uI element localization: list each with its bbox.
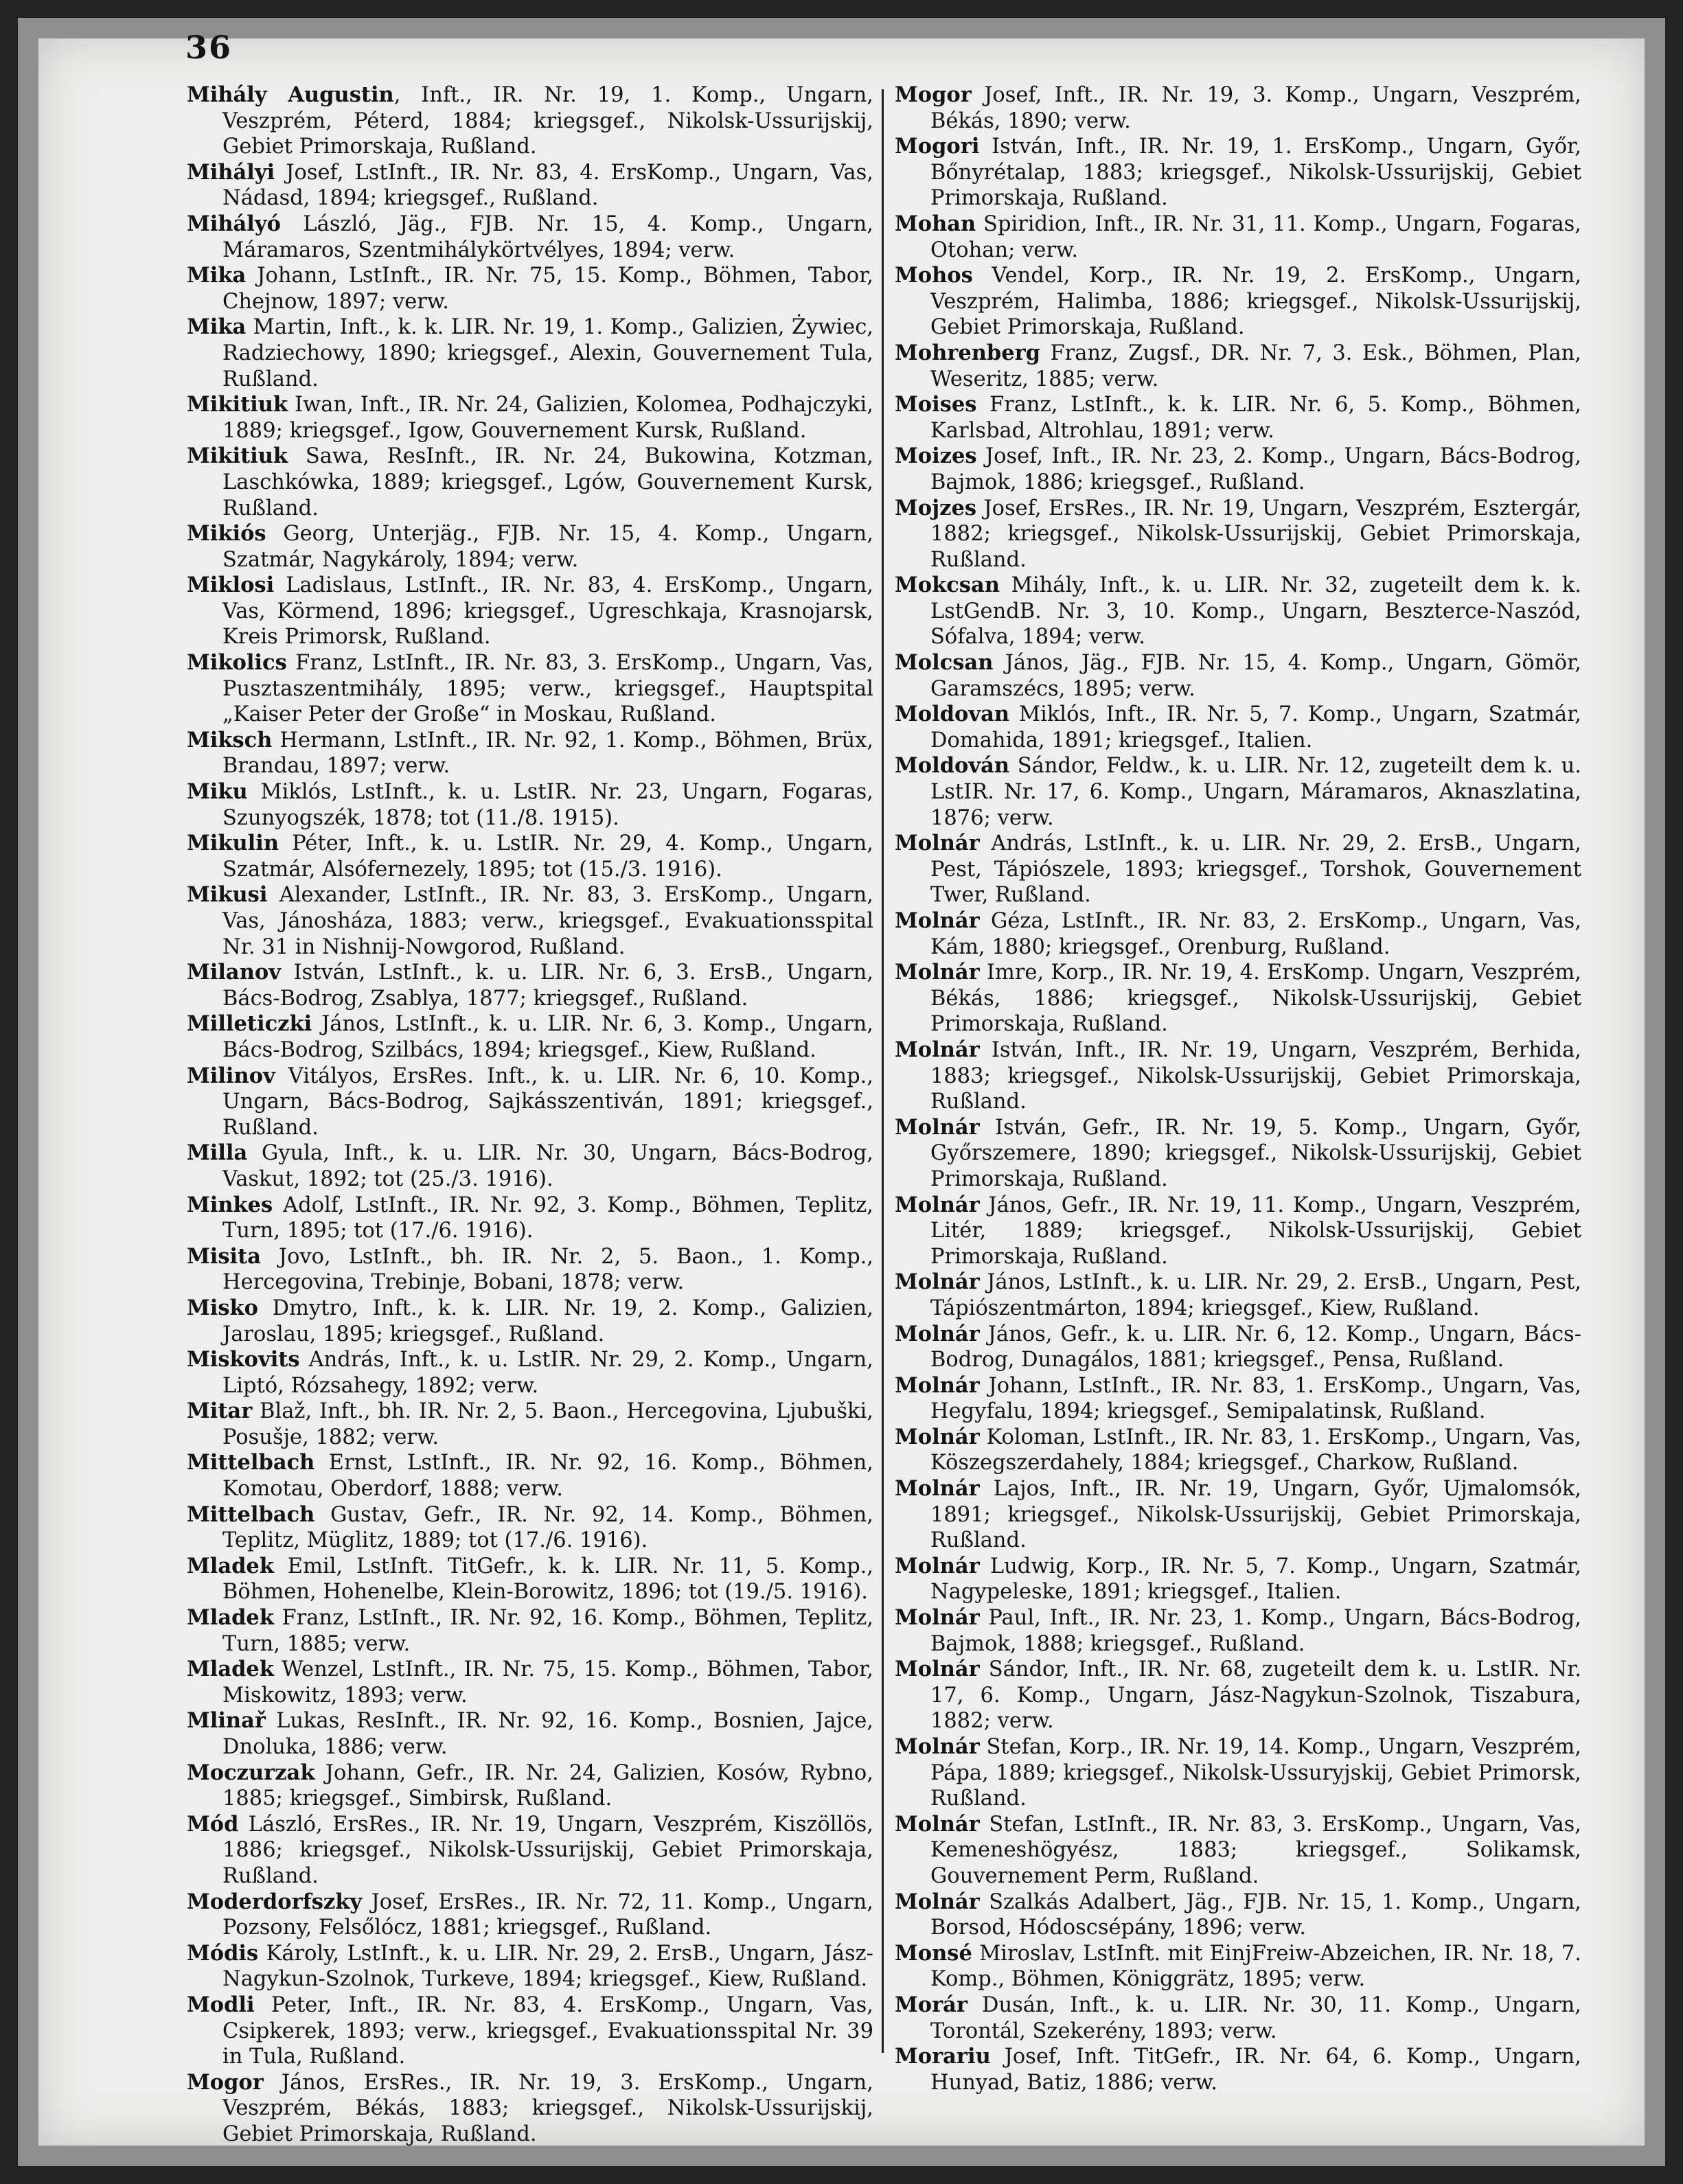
entry-details: Sawa, ResInft., IR. Nr. 24, Bukowina, Kotzman, Laschkówka, 1889; kriegsgef., Lgów, Gouvernement Kursk, Rußland. (222, 444, 873, 520)
entry-details: Lajos, Inft., IR. Nr. 19, Ungarn, Győr, Ujmalomsók, 1891; kriegsgef., Nikolsk-Ussurijskij, Gebiet Primorskaja, Rußland. (930, 1477, 1581, 1553)
entry-surname: Molnár (895, 1811, 980, 1837)
entry-surname: Molnár (895, 1424, 980, 1449)
entry-details: Miklós, Inft., IR. Nr. 5, 7. Komp., Ungarn, Szatmár, Domahida, 1891; kriegsgef., Italien. (930, 702, 1581, 752)
entry-details: István, Gefr., IR. Nr. 19, 5. Komp., Ungarn, Győr, Győrszemere, 1890; kriegsgef., Nikolsk-Ussurijskij, Gebiet Primorskaja, Rußland. (930, 1115, 1581, 1191)
entry-details: Vendel, Korp., IR. Nr. 19, 2. ErsKomp., Ungarn, Veszprém, Halimba, 1886; kriegsgef., Nikolsk-Ussurijskij, Gebiet Primorskaja, Rußland. (930, 264, 1581, 340)
entry-details: Franz, LstInft., k. k. LIR. Nr. 6, 5. Komp., Böhmen, Karlsbad, Altrohlau, 1891; verw. (930, 393, 1581, 443)
entry-details: Gyula, Inft., k. u. LIR. Nr. 30, Ungarn, Bács-Bodrog, Vaskut, 1892; tot (25./3. 1916). (222, 1141, 873, 1191)
entry-details: Géza, LstInft., IR. Nr. 83, 2. ErsKomp., Ungarn, Vas, Kám, 1880; kriegsgef., Orenburg, Rußland. (930, 909, 1581, 959)
entry-details: János, LstInft., k. u. LIR. Nr. 6, 3. Komp., Ungarn, Bács-Bodrog, Szilbács, 1894; kriegsgef., Kiew, Rußland. (222, 1012, 873, 1062)
register-entry (895, 392, 1581, 444)
entry-details: Franz, LstInft., IR. Nr. 92, 16. Komp., Böhmen, Teplitz, Turn, 1885; verw. (222, 1606, 873, 1656)
register-entry (187, 779, 873, 831)
entry-surname: Mikulin (187, 831, 279, 856)
entry-details: Sándor, Inft., IR. Nr. 68, zugeteilt dem k. u. LstIR. Nr. 17, 6. Komp., Ungarn, Jász-Nagykun-Szolnok, Tiszabura, 1882; verw. (930, 1657, 1581, 1734)
register-entry (895, 1889, 1581, 1941)
register-entry (895, 1657, 1581, 1734)
entry-details: Franz, Zugsf., DR. Nr. 7, 3. Esk., Böhmen, Plan, Weseritz, 1885; verw. (930, 341, 1581, 391)
entry-surname: Mlinař (187, 1708, 266, 1734)
register-entry (895, 1373, 1581, 1425)
entry-surname: Molnár (895, 1192, 980, 1217)
entry-surname: Molnár (895, 1657, 980, 1682)
register-entry (187, 211, 873, 263)
register-entry (187, 1554, 873, 1605)
entry-surname: Miskovits (187, 1347, 300, 1372)
register-entry (187, 1502, 873, 1554)
register-entry (187, 2070, 873, 2148)
entry-details: László, Jäg., FJB. Nr. 15, 4. Komp., Ungarn, Máramaros, Szentmihálykörtvélyes, 1894; verw. (222, 211, 873, 262)
register-entry (895, 908, 1581, 960)
register-entry (187, 1760, 873, 1812)
register-entry (895, 1115, 1581, 1193)
entry-details: Stefan, Korp., IR. Nr. 19, 14. Komp., Ungarn, Veszprém, Pápa, 1889; kriegsgef., Nikolsk-Ussuryjskij, Gebiet Primorsk, Rußland. (930, 1735, 1581, 1811)
register-entry (187, 314, 873, 392)
register-entry (895, 573, 1581, 650)
entry-surname: Mohrenberg (895, 340, 1041, 365)
entry-surname: Minkes (187, 1192, 273, 1217)
entry-surname: Mogor (895, 82, 972, 107)
entry-surname: Módis (187, 1940, 259, 1966)
entry-surname: Monsé (895, 1940, 972, 1966)
register-entry (187, 1140, 873, 1192)
entry-surname: Molnár (895, 1321, 980, 1346)
entry-surname: Mittelbach (187, 1450, 315, 1475)
entry-surname: Morár (895, 1992, 968, 2017)
register-entry (895, 82, 1581, 134)
entry-surname: Mohan (895, 211, 976, 236)
entry-surname: Mojzes (895, 495, 977, 520)
entry-surname: Moises (895, 392, 977, 417)
register-entry (187, 1992, 873, 2070)
register-entry (895, 702, 1581, 753)
register-entry (895, 1734, 1581, 1812)
entry-details: Gustav, Gefr., IR. Nr. 92, 14. Komp., Böhmen, Teplitz, Müglitz, 1889; tot (17./6. 1916). (222, 1502, 873, 1553)
register-entry (187, 573, 873, 650)
entry-surname: Moczurzak (187, 1760, 315, 1785)
register-entry (895, 1425, 1581, 1476)
entry-surname: Mihály Augustin (187, 82, 394, 107)
entry-details: , Inft., IR. Nr. 19, 1. Komp., Ungarn, Veszprém, Péterd, 1884; kriegsgef., Nikolsk-Ussurijskij, Gebiet Primorskaja, Rußland. (222, 83, 873, 159)
entry-details: Franz, LstInft., IR. Nr. 83, 3. ErsKomp., Ungarn, Vas, Pusztaszentmihály, 1895; verw., kriegsgef., Hauptspital „Kaiser Peter der Große“ in Moskau, Rußland. (222, 651, 873, 727)
entry-surname: Milinov (187, 1063, 275, 1088)
entry-details: Alexander, LstInft., IR. Nr. 83, 3. ErsKomp., Ungarn, Vas, Jánosháza, 1883; verw., kriegsgef., Evakuationsspital Nr. 31 in Nishnij-Nowgorod, Rußland. (222, 883, 873, 959)
entry-surname: Mihályó (187, 211, 281, 236)
entry-details: Koloman, LstInft., IR. Nr. 83, 1. ErsKomp., Ungarn, Vas, Köszegszerdahely, 1884; kriegsgef., Charkow, Rußland. (930, 1425, 1581, 1475)
entry-details: János, LstInft., k. u. LIR. Nr. 29, 2. ErsB., Ungarn, Pest, Tápiószentmárton, 1894; kriegsgef., Kiew, Rußland. (930, 1270, 1581, 1320)
register-entry (187, 1347, 873, 1399)
register-entry (187, 392, 873, 444)
entry-details: Péter, Inft., k. u. LstIR. Nr. 29, 4. Komp., Ungarn, Szatmár, Alsófernezely, 1895; tot (15./3. 1916). (222, 831, 873, 882)
entry-surname: Molnár (895, 1889, 980, 1914)
entry-details: János, Gefr., IR. Nr. 19, 11. Komp., Ungarn, Veszprém, Litér, 1889; kriegsgef., Nikolsk-Ussurijskij, Gebiet Primorskaja, Rußland. (930, 1193, 1581, 1269)
register-entry (895, 134, 1581, 211)
register-entry (187, 263, 873, 314)
register-entry (187, 82, 873, 160)
register-entry (187, 1296, 873, 1347)
entry-details: Josef, Inft., IR. Nr. 23, 2. Komp., Ungarn, Bács-Bodrog, Bajmok, 1886; kriegsgef., Rußland. (930, 444, 1581, 494)
entry-surname: Milleticzki (187, 1011, 312, 1037)
entry-details: János, Gefr., k. u. LIR. Nr. 6, 12. Komp., Ungarn, Bács-Bodrog, Dunagálos, 1881; kriegsgef., Pensa, Rußland. (930, 1322, 1581, 1372)
register-entry (187, 1011, 873, 1063)
entry-surname: Molnár (895, 960, 980, 985)
entry-details: Mihály, Inft., k. u. LIR. Nr. 32, zugeteilt dem k. k. LstGendB. Nr. 3, 10. Komp., Ungarn, Beszterce-Naszód, Sófalva, 1894; verw. (930, 573, 1581, 650)
register-entry (895, 263, 1581, 341)
entry-surname: Moizes (895, 444, 977, 469)
register-entry (895, 1812, 1581, 1889)
entry-surname: Mika (187, 314, 247, 340)
entry-details: László, ErsRes., IR. Nr. 19, Ungarn, Veszprém, Kiszöllös, 1886; kriegsgef., Nikolsk-Ussurijskij, Gebiet Primorskaja, Rußland. (222, 1812, 873, 1888)
entry-surname: Mikusi (187, 882, 268, 908)
entry-surname: Molcsan (895, 650, 994, 676)
register-entry (895, 1193, 1581, 1270)
entry-surname: Molnár (895, 1372, 980, 1398)
register-entry (895, 1476, 1581, 1554)
entry-surname: Modli (187, 1992, 255, 2017)
entry-surname: Mohos (895, 263, 973, 288)
entry-surname: Miklosi (187, 573, 275, 598)
register-entry (187, 728, 873, 779)
entry-details: Peter, Inft., IR. Nr. 83, 4. ErsKomp., Ungarn, Vas, Csipkerek, 1893; verw., kriegsgef., Evakuationsspital Nr. 39 in Tula, Rußland. (222, 1992, 873, 2069)
register-entry (187, 1657, 873, 1708)
column-divider (882, 89, 884, 2053)
register-entry (895, 211, 1581, 263)
entry-details: Károly, LstInft., k. u. LIR. Nr. 29, 2. ErsB., Ungarn, Jász-Nagykun-Szolnok, Turkeve, 1894; kriegsgef., Kiew, Rußland. (222, 1941, 873, 1992)
register-entry (895, 1992, 1581, 2044)
entry-details: Imre, Korp., IR. Nr. 19, 4. ErsKomp. Ungarn, Veszprém, Békás, 1886; kriegsgef., Nikolsk-Ussurijskij, Gebiet Primorskaja, Rußland. (930, 961, 1581, 1037)
page-number: 36 (185, 29, 233, 66)
entry-details: Ludwig, Korp., IR. Nr. 5, 7. Komp., Ungarn, Szatmár, Nagypeleske, 1891; kriegsgef., Italien. (930, 1554, 1581, 1605)
entry-details: Ladislaus, LstInft., IR. Nr. 83, 4. ErsKomp., Ungarn, Vas, Körmend, 1896; kriegsgef., Ugreschkaja, Krasnojarsk, Kreis Primorsk, Rußland. (222, 573, 873, 650)
entry-details: Josef, ErsRes., IR. Nr. 19, Ungarn, Veszprém, Esztergár, 1882; kriegsgef., Nikolsk-Ussurijskij, Gebiet Primorskaja, Rußland. (930, 496, 1581, 572)
entry-details: Hermann, LstInft., IR. Nr. 92, 1. Komp., Böhmen, Brüx, Brandau, 1897; verw. (222, 728, 873, 779)
register-entry (895, 650, 1581, 702)
entry-surname: Moldovan (895, 702, 1010, 727)
register-entry (187, 1244, 873, 1296)
register-entry (895, 1322, 1581, 1373)
entry-surname: Molnár (895, 1269, 980, 1295)
entry-details: Sándor, Feldw., k. u. LIR. Nr. 12, zugeteilt dem k. u. LstIR. Nr. 17, 6. Komp., Ungarn, Máramaros, Aknaszlatina, 1876; verw. (930, 754, 1581, 830)
entry-surname: Morariu (895, 2044, 991, 2069)
entry-details: Vitályos, ErsRes. Inft., k. u. LIR. Nr. 6, 10. Komp., Ungarn, Bács-Bodrog, Sajkásszentiván, 1891; kriegsgef., Rußland. (222, 1064, 873, 1140)
register-entry (187, 1812, 873, 1889)
entry-surname: Mitar (187, 1399, 253, 1424)
register-entry (895, 1941, 1581, 1992)
register-entry (187, 1941, 873, 1992)
register-entry (187, 521, 873, 573)
register-entry (895, 444, 1581, 495)
entry-details: János, ErsRes., IR. Nr. 19, 3. ErsKomp., Ungarn, Veszprém, Békás, 1883; kriegsgef., Nikolsk-Ussurijskij, Gebiet Primorskaja, Rußland. (222, 2070, 873, 2146)
entry-details: Stefan, LstInft., IR. Nr. 83, 3. ErsKomp., Ungarn, Vas, Kemeneshögyész, 1883; kriegsgef., Solikamsk, Gouvernement Perm, Rußland. (930, 1812, 1581, 1888)
entry-surname: Molnár (895, 1476, 980, 1502)
entry-details: János, Jäg., FJB. Nr. 15, 4. Komp., Ungarn, Gömör, Garamszécs, 1895; verw. (930, 651, 1581, 701)
entry-details: Josef, LstInft., IR. Nr. 83, 4. ErsKomp., Ungarn, Vas, Nádasd, 1894; kriegsgef., Rußland. (222, 160, 873, 211)
entry-details: Josef, Inft. TitGefr., IR. Nr. 64, 6. Komp., Ungarn, Hunyad, Batiz, 1886; verw. (930, 2045, 1581, 2095)
register-entry (187, 1889, 873, 1941)
entry-surname: Mogor (187, 2069, 264, 2095)
register-entry (187, 882, 873, 960)
entry-details: Johann, LstInft., IR. Nr. 75, 15. Komp., Böhmen, Tabor, Chejnow, 1897; verw. (222, 264, 873, 314)
entry-details: Josef, Inft., IR. Nr. 19, 3. Komp., Ungarn, Veszprém, Békás, 1890; verw. (930, 83, 1581, 133)
entry-details: Jovo, LstInft., bh. IR. Nr. 2, 5. Baon., 1. Komp., Hercegovina, Trebinje, Bobani, 1878; verw. (222, 1244, 873, 1295)
register-entry (895, 1269, 1581, 1321)
entry-details: Iwan, Inft., IR. Nr. 24, Galizien, Kolomea, Podhajczyki, 1889; kriegsgef., Igow, Gouvernement Kursk, Rußland. (222, 393, 873, 443)
entry-details: Johann, LstInft., IR. Nr. 83, 1. ErsKomp., Ungarn, Vas, Hegyfalu, 1894; kriegsgef., Semipalatinsk, Rußland. (930, 1373, 1581, 1424)
entry-details: Paul, Inft., IR. Nr. 23, 1. Komp., Ungarn, Bács-Bodrog, Bajmok, 1888; kriegsgef., Rußland. (930, 1606, 1581, 1656)
entry-details: Wenzel, LstInft., IR. Nr. 75, 15. Komp., Böhmen, Tabor, Miskowitz, 1893; verw. (222, 1657, 873, 1708)
register-entry (187, 831, 873, 882)
entry-details: Josef, ErsRes., IR. Nr. 72, 11. Komp., Ungarn, Pozsony, Felsőlócz, 1881; kriegsgef., Rußland. (222, 1889, 873, 1940)
entry-surname: Mittelbach (187, 1502, 315, 1527)
entry-details: Szalkás Adalbert, Jäg., FJB. Nr. 15, 1. Komp., Ungarn, Borsod, Hódoscsépány, 1896; verw. (930, 1889, 1581, 1940)
entry-surname: Moldován (895, 753, 1010, 779)
right-column (895, 82, 1581, 2095)
entry-surname: Moderdorfszky (187, 1889, 363, 1914)
entry-details: András, LstInft., k. u. LIR. Nr. 29, 2. ErsB., Ungarn, Pest, Tápiószele, 1893; kriegsgef., Torshok, Gouvernement Twer, Rußland. (930, 831, 1581, 908)
register-entry (187, 1450, 873, 1502)
entry-surname: Mogori (895, 134, 980, 159)
entry-surname: Mika (187, 263, 247, 288)
register-entry (895, 496, 1581, 573)
entry-details: Emil, LstInft. TitGefr., k. k. LIR. Nr. 11, 5. Komp., Böhmen, Hohenelbe, Klein-Borowitz, 1896; tot (19./5. 1916). (222, 1554, 873, 1605)
register-entry (895, 1037, 1581, 1115)
entry-surname: Mikolics (187, 650, 287, 676)
entry-details: István, LstInft., k. u. LIR. Nr. 6, 3. ErsB., Ungarn, Bács-Bodrog, Zsablya, 1877; kriegsgef., Rußland. (222, 961, 873, 1011)
register-entry (187, 444, 873, 521)
entry-surname: Mladek (187, 1605, 274, 1631)
register-entry (895, 2044, 1581, 2095)
entry-surname: Molnár (895, 1114, 980, 1140)
entry-details: Adolf, LstInft., IR. Nr. 92, 3. Komp., Böhmen, Teplitz, Turn, 1895; tot (17./6. 1916). (222, 1193, 873, 1243)
entry-details: Georg, Unterjäg., FJB. Nr. 15, 4. Komp., Ungarn, Szatmár, Nagykároly, 1894; verw. (222, 522, 873, 572)
entry-surname: Mód (187, 1811, 239, 1837)
register-entry (187, 160, 873, 211)
entry-surname: Molnár (895, 1553, 980, 1578)
entry-details: István, Inft., IR. Nr. 19, 1. ErsKomp., Ungarn, Győr, Bőnyrétalap, 1883; kriegsgef., Nikolsk-Ussurijskij, Gebiet Primorskaja, Rußland. (930, 135, 1581, 211)
entry-details: Ernst, LstInft., IR. Nr. 92, 16. Komp., Böhmen, Komotau, Oberdorf, 1888; verw. (222, 1451, 873, 1502)
register-entry (187, 1708, 873, 1760)
register-entry (895, 753, 1581, 831)
entry-details: Martin, Inft., k. k. LIR. Nr. 19, 1. Komp., Galizien, Żywiec, Radziechowy, 1890; kriegsgef., Alexin, Gouvernement Tula, Rußland. (222, 315, 873, 391)
entry-details: Lukas, ResInft., IR. Nr. 92, 16. Komp., Bosnien, Jajce, Dnoluka, 1886; verw. (222, 1709, 873, 1759)
register-entry (187, 1399, 873, 1450)
entry-surname: Misita (187, 1243, 261, 1269)
register-entry (187, 1064, 873, 1141)
entry-surname: Miksch (187, 727, 273, 752)
entry-surname: Milla (187, 1140, 248, 1166)
entry-details: Blaž, Inft., bh. IR. Nr. 2, 5. Baon., Hercegovina, Ljubuški, Posušje, 1882; verw. (222, 1399, 873, 1449)
entry-surname: Mladek (187, 1657, 274, 1682)
entry-surname: Mihályi (187, 159, 275, 185)
entry-details: Dmytro, Inft., k. k. LIR. Nr. 19, 2. Komp., Galizien, Jaroslau, 1895; kriegsgef., Rußland. (222, 1296, 873, 1346)
entry-surname: Molnár (895, 1605, 980, 1631)
entry-surname: Molnár (895, 908, 980, 933)
entry-surname: Molnár (895, 831, 980, 856)
entry-surname: Mokcsan (895, 573, 1000, 598)
register-entry (895, 1554, 1581, 1605)
register-entry (895, 341, 1581, 392)
entry-details: Spiridion, Inft., IR. Nr. 31, 11. Komp., Ungarn, Fogaras, Otohan; verw. (930, 211, 1581, 262)
entry-surname: Mikiós (187, 521, 266, 547)
register-entry (187, 1605, 873, 1657)
register-entry (895, 960, 1581, 1037)
register-entry (895, 1605, 1581, 1657)
entry-surname: Molnár (895, 1037, 980, 1062)
entry-surname: Milanov (187, 960, 281, 985)
entry-details: Miroslav, LstInft. mit EinjFreiw-Abzeichen, IR. Nr. 18, 7. Komp., Böhmen, Königgrätz, 1895; verw. (930, 1941, 1581, 1992)
entry-surname: Mladek (187, 1553, 274, 1578)
entry-details: Miklós, LstInft., k. u. LstIR. Nr. 23, Ungarn, Fogaras, Szunyogszék, 1878; tot (11./8. 1915). (222, 780, 873, 830)
entry-details: Dusán, Inft., k. u. LIR. Nr. 30, 11. Komp., Ungarn, Torontál, Szekerény, 1893; verw. (930, 1992, 1581, 2043)
entry-details: István, Inft., IR. Nr. 19, Ungarn, Veszprém, Berhida, 1883; kriegsgef., Nikolsk-Ussurijskij, Gebiet Primorskaja, Rußland. (930, 1037, 1581, 1114)
register-entry (187, 1193, 873, 1244)
entry-surname: Miku (187, 779, 248, 805)
left-column (187, 82, 873, 2148)
register-entry (187, 650, 873, 728)
register-entry (895, 831, 1581, 908)
entry-surname: Mikitiuk (187, 444, 288, 469)
register-entry (187, 960, 873, 1011)
entry-surname: Mikitiuk (187, 392, 288, 417)
entry-surname: Misko (187, 1295, 258, 1320)
entry-details: Johann, Gefr., IR. Nr. 24, Galizien, Kosów, Rybno, 1885; kriegsgef., Simbirsk, Rußland. (222, 1760, 873, 1811)
entry-surname: Molnár (895, 1734, 980, 1759)
entry-details: András, Inft., k. u. LstIR. Nr. 29, 2. Komp., Ungarn, Liptó, Rózsahegy, 1892; verw. (222, 1348, 873, 1398)
